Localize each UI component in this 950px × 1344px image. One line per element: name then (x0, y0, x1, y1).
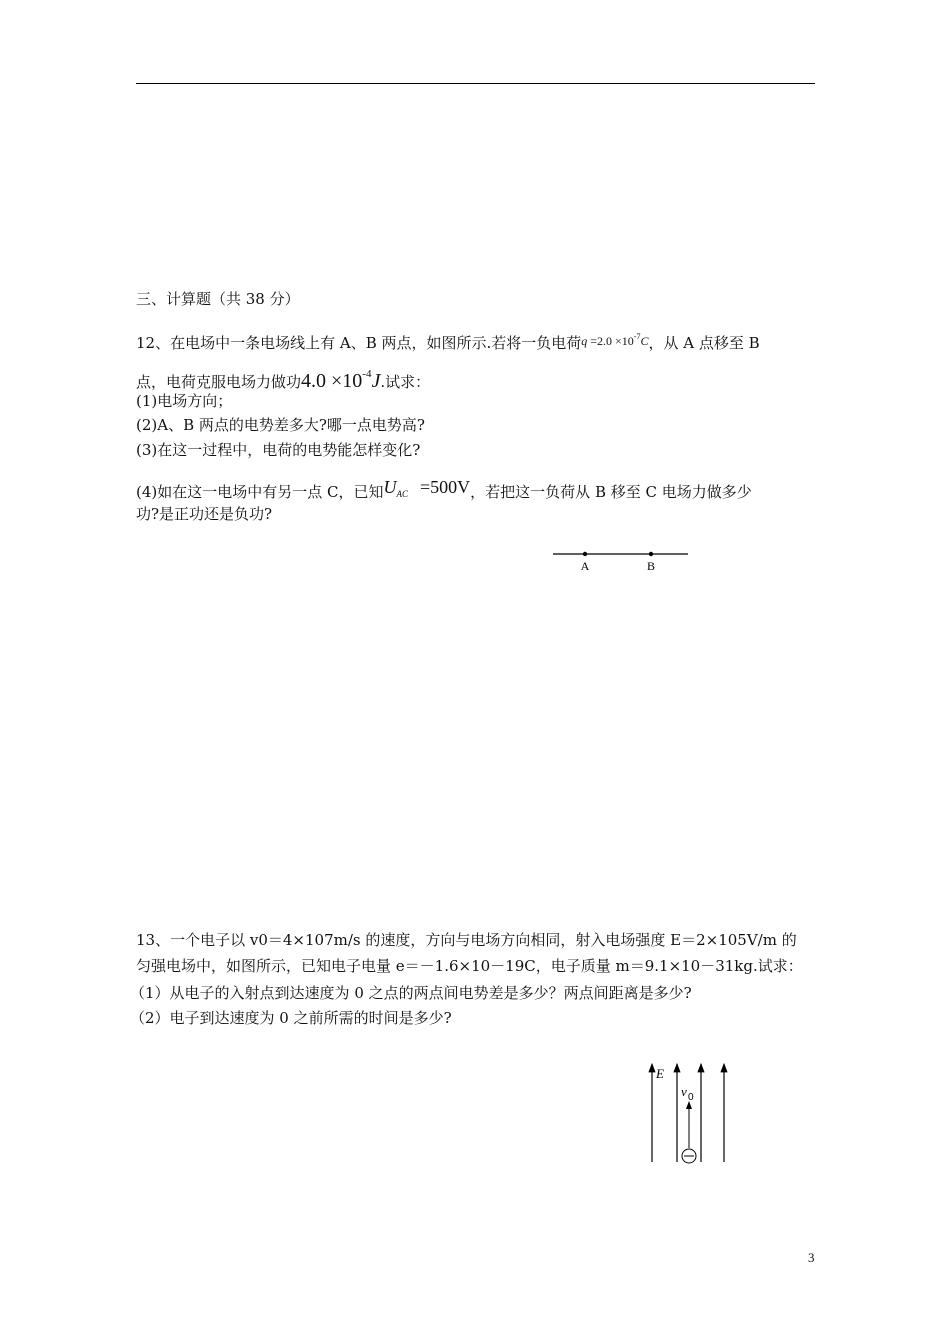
q13-uniform-field-figure (640, 1058, 740, 1168)
q12-sub4-line2: 功?是正功还是负功? (136, 505, 273, 523)
q12-sub1: (1)电场方向； (136, 392, 233, 410)
section-heading: 三、计算题（共 38 分） (136, 290, 300, 308)
page-number: 3 (808, 1250, 815, 1265)
q13-line1: 13、一个电子以 v0＝4×107m/s 的速度，方向与电场方向相同，射入电场强度 E＝2×105V/m 的 (136, 931, 797, 949)
point-a-label: A (580, 559, 590, 573)
field-e-label: E (656, 1066, 664, 1081)
q12-uac-value: =500V (420, 477, 471, 497)
q12-sub4-text-a: (4)如在这一电场中有另一点 C，已知 (136, 483, 384, 501)
q12-charge-unit: C (640, 334, 649, 348)
q12-line2-text-b: .试求： (380, 373, 431, 391)
point-a-dot (583, 552, 587, 556)
point-b-dot (649, 552, 653, 556)
q12-work-exponent: -4 (362, 368, 372, 380)
q12-line1-text-b: ，从 A 点移至 B (648, 334, 760, 352)
q12-field-line-figure (548, 545, 693, 575)
q12-uac-symbol: U (383, 477, 397, 497)
q12-sub4-line1 (136, 477, 752, 504)
q13-sub2: （2）电子到达速度为 0 之前所需的时间是多少? (130, 1009, 452, 1027)
q12-sub3: (3)在这一过程中，电荷的电势能怎样变化? (136, 441, 421, 459)
q12-sub2: (2)A、B 两点的电势差多大?哪一点电势高? (136, 416, 425, 434)
q12-line1-text-a: 12、在电场中一条电场线上有 A、B 两点，如图所示.若将一负电荷 (136, 334, 582, 352)
q12-charge-value: =2.0 ×10 (587, 334, 634, 348)
q12-sub4-text-b: ，若把这一负荷从 B 移至 C 电场力做多少 (470, 483, 752, 501)
q12-uac-subscript: AC (396, 489, 409, 499)
header-rule (136, 83, 815, 84)
velocity-label: v (681, 1084, 687, 1099)
q13-line2: 匀强电场中，如图所示，已知电子电量 e＝－1.6×10－19C，电子质量 m＝9.1×10－31kg.试求： (136, 957, 803, 975)
q12-line2-text-a: 点，电荷克服电场力做功 (136, 373, 302, 391)
q13-sub1: （1）从电子的入射点到达速度为 0 之点的两点间电势差是多少？两点间距离是多少? (130, 984, 692, 1002)
q12-charge-exponent: -7 (633, 332, 641, 341)
q12-work-value: 4.0 ×10 (301, 370, 363, 392)
velocity-subscript: 0 (688, 1092, 694, 1103)
q12-work-unit: J (371, 370, 381, 392)
point-b-label: B (646, 559, 656, 573)
q12-line2 (136, 364, 430, 392)
q12-line1 (136, 327, 760, 353)
q12-charge-symbol: q (581, 334, 588, 348)
